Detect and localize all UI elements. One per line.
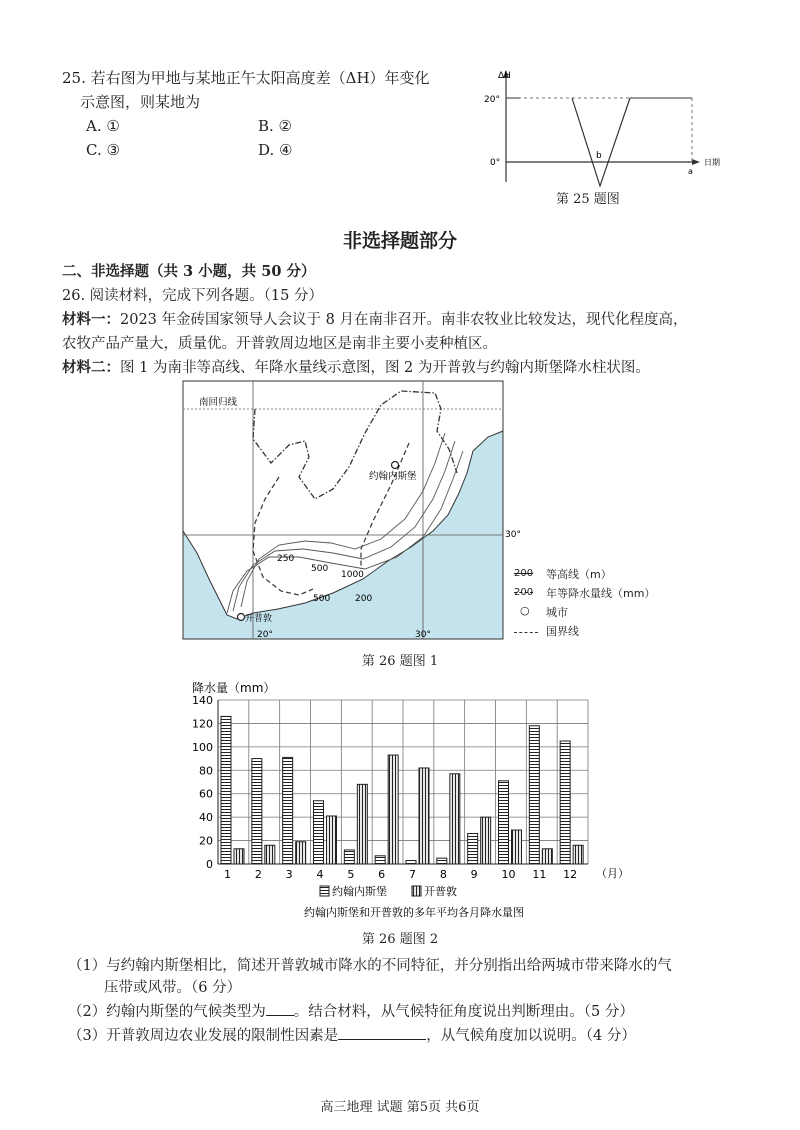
legend-sample-isohyet: 200 — [514, 587, 534, 598]
legend-text-isohyet: 年等降水量线（mm） — [546, 587, 656, 600]
q25-curve-v — [572, 98, 630, 186]
section-heading: 二、非选择题（共 3 小题，共 50 分） — [62, 263, 316, 280]
bar-johannesburg-1 — [221, 716, 231, 864]
legend-item-city — [514, 604, 674, 623]
bar-capetown-9 — [481, 817, 491, 864]
bar-johannesburg-5 — [344, 850, 354, 864]
map-legend — [514, 566, 674, 642]
y-tick-label: 100 — [192, 740, 213, 754]
map-lat-30: 30° — [505, 530, 521, 540]
x-tick-label: 9 — [470, 868, 478, 881]
bar-johannesburg-8 — [437, 858, 447, 864]
map-city-johannesburg-label: 约翰内斯堡 — [369, 471, 417, 482]
x-tick-label: 11 — [532, 868, 547, 881]
y-tick-label: 140 — [192, 694, 213, 707]
x-tick-label: 10 — [501, 868, 516, 881]
q25-point-a: a — [688, 167, 693, 176]
y-tick-label: 80 — [199, 764, 213, 778]
bar-capetown-5 — [357, 784, 367, 864]
x-tick-label: 6 — [378, 868, 386, 881]
q26-material1-line1 — [62, 308, 687, 332]
map-iso-1000: 1000 — [341, 570, 364, 580]
q25-x-label: 日期 — [704, 158, 720, 167]
bar-capetown-3 — [296, 842, 306, 864]
chart-title: 约翰内斯堡和开普敦的多年平均各月降水量图 — [304, 906, 524, 919]
bar-capetown-11 — [542, 849, 552, 864]
q25-option-c: C. ③ — [86, 141, 120, 159]
map-iso-200: 200 — [355, 594, 373, 604]
q26-sub2 — [68, 1000, 634, 1024]
q25-option-a: A. ① — [86, 117, 120, 135]
map-iso-500a: 500 — [311, 564, 329, 574]
q26-material1-label: 材料一： — [62, 311, 120, 328]
legend-item-border — [514, 623, 674, 642]
map-caption: 第 26 题图 1 — [361, 654, 439, 669]
q26-sub3-a: （3）开普敦周边农业发展的限制性因素是 — [68, 1028, 339, 1044]
q26-material2 — [62, 356, 650, 380]
q26-sub3 — [68, 1024, 636, 1048]
x-tick-label: 8 — [439, 868, 447, 881]
q25-caption: 第 25 题图 — [556, 192, 620, 207]
q26-sub3-b: ，从气候角度加以说明。（4 分） — [426, 1028, 636, 1044]
legend-swatch-johannesburg — [320, 886, 329, 896]
bar-capetown-10 — [512, 830, 522, 864]
bar-capetown-2 — [265, 845, 275, 864]
bar-johannesburg-9 — [468, 834, 478, 864]
q25-y-label: ΔH — [498, 71, 511, 81]
bar-johannesburg-3 — [283, 757, 293, 864]
map-tropic-label: 南回归线 — [199, 397, 238, 408]
q26-material1-text: 2023 年金砖国家领导人会议于 8 月在南非召开。南非农牧业比较发达，现代化程度高， — [120, 312, 688, 328]
y-tick-label: 120 — [192, 717, 213, 731]
map-city-capetown-label: 开普敦 — [245, 614, 273, 624]
legend-text-border: 国界线 — [546, 625, 579, 638]
q26-material1-line2: 农牧产品产量大，质量优。开普敦周边地区是南非主要小麦种植区。 — [62, 336, 497, 352]
q25-option-d: D. ④ — [258, 141, 293, 159]
legend-label-johannesburg: 约翰内斯堡 — [332, 885, 387, 898]
q26-material2-label: 材料二： — [62, 359, 120, 376]
city-johannesburg-marker — [392, 462, 399, 469]
x-tick-label: 2 — [254, 868, 262, 881]
bar-johannesburg-6 — [375, 856, 385, 864]
bar-johannesburg-4 — [314, 801, 324, 864]
chart-bars — [221, 716, 583, 864]
q25-tick-20: 20° — [484, 95, 500, 105]
q26-sub2-blank[interactable] — [266, 1015, 294, 1016]
bar-capetown-1 — [234, 849, 244, 864]
legend-item-isohyet — [514, 585, 674, 604]
map-lon-20: 20° — [257, 630, 273, 640]
page-footer: 高三地理 试题 第5页 共6页 — [320, 1100, 480, 1115]
bar-johannesburg-12 — [560, 741, 570, 864]
city-capetown-marker — [238, 614, 245, 621]
bar-johannesburg-2 — [252, 759, 262, 864]
bar-capetown-4 — [327, 816, 337, 864]
q26-sub3-blank[interactable] — [338, 1039, 426, 1040]
q26-sub2-b: 。结合材料，从气候特征角度说出判断理由。（5 分） — [293, 1004, 634, 1020]
q25-stem-line1: 25. 若右图为甲地与某地正午太阳高度差（ΔH）年变化 — [62, 69, 430, 87]
bar-johannesburg-7 — [406, 860, 416, 864]
chart-ylabel: 降水量（mm） — [192, 681, 276, 695]
q25-tick-0: 0° — [490, 158, 501, 168]
precipitation-chart — [184, 676, 644, 924]
legend-text-contour: 等高线（m） — [546, 568, 612, 581]
chart-xlabel: （月） — [596, 867, 629, 880]
bar-capetown-8 — [450, 774, 460, 864]
q25-point-b: b — [596, 151, 602, 161]
legend-label-capetown: 开普敦 — [424, 885, 457, 898]
map-iso-250: 250 — [277, 554, 295, 564]
y-tick-label: 60 — [199, 787, 213, 801]
q26-sub1-line2: 压带或风带。（6 分） — [104, 980, 242, 996]
q25-stem-line2: 示意图，则某地为 — [80, 93, 201, 111]
legend-text-city: 城市 — [546, 606, 568, 619]
y-tick-label: 20 — [199, 834, 213, 848]
y-tick-label: 40 — [199, 811, 213, 825]
south-africa-map — [183, 381, 521, 640]
legend-sample-contour: 200 — [514, 568, 534, 579]
x-tick-label: 12 — [563, 868, 578, 881]
map-iso-500b: 500 — [313, 594, 331, 604]
bar-johannesburg-11 — [529, 726, 539, 864]
q26-material2-text: 图 1 为南非等高线、年降水量线示意图，图 2 为开普敦与约翰内斯堡降水柱状图。 — [120, 360, 650, 376]
x-tick-label: 1 — [224, 868, 231, 881]
x-tick-label: 3 — [285, 868, 293, 881]
legend-item-contour — [514, 566, 674, 585]
legend-swatch-capetown — [412, 886, 421, 896]
q25-x-arrow — [692, 159, 700, 165]
y-tick-label: 0 — [206, 858, 213, 871]
bar-capetown-6 — [388, 755, 398, 864]
x-tick-label: 7 — [409, 868, 416, 881]
q26-sub1-line1: （1）与约翰内斯堡相比，简述开普敦城市降水的不同特征，并分别指出给两城市带来降水的气 — [68, 958, 672, 974]
q26-intro: 26. 阅读材料，完成下列各题。（15 分） — [62, 288, 323, 304]
bar-johannesburg-10 — [499, 781, 509, 864]
bar-capetown-12 — [573, 845, 583, 864]
legend-sample-border — [514, 632, 538, 633]
x-tick-label: 5 — [347, 868, 355, 881]
bar-capetown-7 — [419, 768, 429, 864]
q25-option-b: B. ② — [258, 117, 293, 135]
legend-sample-city: ○ — [520, 604, 530, 617]
q26-sub2-a: （2）约翰内斯堡的气候类型为 — [68, 1004, 266, 1020]
fig2-caption: 第 26 题图 2 — [361, 932, 439, 947]
section-title: 非选择题部分 — [342, 230, 457, 252]
map-lon-30: 30° — [415, 630, 431, 640]
x-tick-label: 4 — [316, 868, 324, 881]
